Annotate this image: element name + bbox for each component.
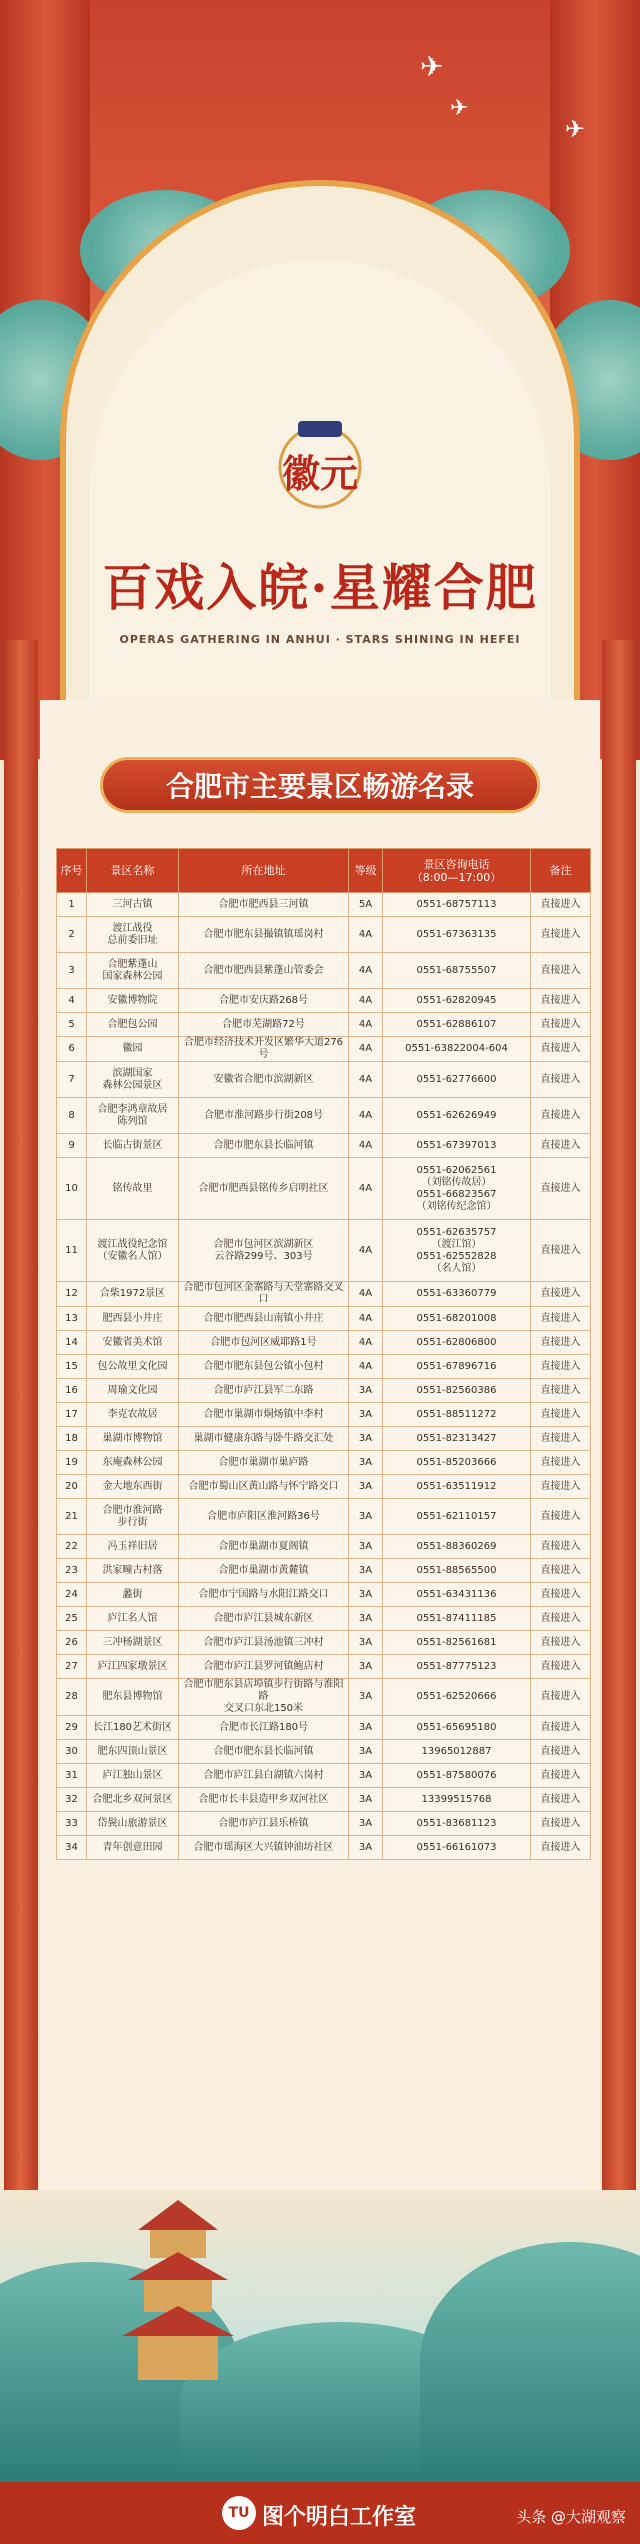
cell-tel: 0551-62626949 [383,1098,531,1134]
cell-note: 直接进入 [531,1427,591,1451]
cell-note: 直接进入 [531,1475,591,1499]
cell-no: 34 [57,1836,87,1860]
bird-icon: ✈ [420,50,444,83]
header-level: 等级 [349,849,383,893]
cell-level: 4A [349,1307,383,1331]
cell-level: 4A [349,1355,383,1379]
cell-name: 金大地东西街 [87,1475,179,1499]
cell-level: 3A [349,1403,383,1427]
cell-no: 33 [57,1812,87,1836]
cell-note: 直接进入 [531,1355,591,1379]
cell-name: 庐江独山景区 [87,1764,179,1788]
table-row [57,1631,591,1655]
section-banner: 合肥市主要景区畅游名录 [100,757,540,813]
cell-tel: 0551-87775123 [383,1655,531,1679]
cell-name: 合肥紫蓬山 国家森林公园 [87,953,179,989]
cell-tel: 0551-63360779 [383,1282,531,1307]
cell-no: 23 [57,1559,87,1583]
header-tel-line2: （8:00—17:00） [411,870,502,884]
cell-name: 合肥市淮河路 步行街 [87,1499,179,1535]
table-row [57,1836,591,1860]
cell-address: 合肥市巢湖市黄麓镇 [179,1559,349,1583]
cell-address: 合肥市肥东县撮镇镇瑶岗村 [179,917,349,953]
cell-name: 合肥李鸿章故居 陈列馆 [87,1098,179,1134]
cell-tel: 0551-88565500 [383,1559,531,1583]
table-row [57,1427,591,1451]
table-row [57,1379,591,1403]
cell-address: 合肥市宁国路与水阳江路交口 [179,1583,349,1607]
cell-name: 肥东县博物馆 [87,1679,179,1716]
cell-tel: 0551-62520666 [383,1679,531,1716]
table-row [57,1098,591,1134]
cell-address: 合肥市淮河路步行街208号 [179,1098,349,1134]
cell-level: 4A [349,1282,383,1307]
header-tel-line1: 景区咨询电话 [423,857,490,871]
cell-address: 合肥市长丰县造甲乡双河社区 [179,1788,349,1812]
cell-name: 合柴1972景区 [87,1282,179,1307]
bird-icon: ✈ [450,96,469,121]
cell-name: 周瑜文化园 [87,1379,179,1403]
cell-tel: 0551-82313427 [383,1427,531,1451]
table-row [57,1451,591,1475]
table-row [57,1475,591,1499]
cell-note: 直接进入 [531,1716,591,1740]
table-row [57,1812,591,1836]
cell-name: 长临古街景区 [87,1134,179,1158]
cell-address: 合肥市巢湖市烔炀镇中李村 [179,1403,349,1427]
cell-note: 直接进入 [531,1740,591,1764]
cell-no: 30 [57,1740,87,1764]
cell-address: 合肥市包河区金寨路与天堂寨路交叉口 [179,1282,349,1307]
table-row [57,1607,591,1631]
cell-address: 合肥市庐江县白湖镇六岗村 [179,1764,349,1788]
cell-name: 渡江战役 总前委旧址 [87,917,179,953]
cell-no: 32 [57,1788,87,1812]
cell-tel: 0551-66161073 [383,1836,531,1860]
cell-level: 4A [349,1134,383,1158]
cell-tel: 0551-63431136 [383,1583,531,1607]
cell-address: 合肥市肥西县紫蓬山管委会 [179,953,349,989]
cell-name: 东庵森林公园 [87,1451,179,1475]
table-row [57,1655,591,1679]
cell-name: 巢湖市博物馆 [87,1427,179,1451]
cell-address: 合肥市肥东县包公镇小包村 [179,1355,349,1379]
header-address: 所在地址 [179,849,349,893]
cell-address: 合肥市肥东县店埠镇步行街路与淮阳路 交叉口东北150米 [179,1679,349,1716]
cell-note: 直接进入 [531,1220,591,1282]
cell-tel: 0551-82561681 [383,1631,531,1655]
festival-logo [248,415,392,515]
cell-level: 3A [349,1679,383,1716]
cell-address: 合肥市庐江县城东新区 [179,1607,349,1631]
cell-no: 3 [57,953,87,989]
cell-name: 徽园 [87,1037,179,1062]
table-row [57,1331,591,1355]
cell-note: 直接进入 [531,1134,591,1158]
cell-address: 安徽省合肥市滨湖新区 [179,1062,349,1098]
studio-logo-icon: TU [222,2496,256,2530]
cell-address: 合肥市长江路180号 [179,1716,349,1740]
cell-level: 4A [349,1158,383,1220]
cell-name: 庐江名人馆 [87,1607,179,1631]
studio-name: 图个明白工作室 [262,2505,417,2530]
cell-name: 洪家疃古村落 [87,1559,179,1583]
cell-tel: 0551-62886107 [383,1013,531,1037]
cell-level: 4A [349,1062,383,1098]
cell-note: 直接进入 [531,1331,591,1355]
cell-note: 直接进入 [531,1679,591,1716]
cell-no: 27 [57,1655,87,1679]
cell-no: 21 [57,1499,87,1535]
cell-level: 4A [349,1331,383,1355]
cell-no: 9 [57,1134,87,1158]
cell-address: 合肥市巢湖市巢庐路 [179,1451,349,1475]
cell-tel: 0551-62635757 （渡江馆） 0551-62552828 （名人馆） [383,1220,531,1282]
cell-level: 4A [349,989,383,1013]
cell-note: 直接进入 [531,917,591,953]
cell-note: 直接进入 [531,1403,591,1427]
cell-level: 3A [349,1631,383,1655]
cell-no: 18 [57,1427,87,1451]
cell-name: 包公故里文化园 [87,1355,179,1379]
cell-level: 3A [349,1764,383,1788]
footer-bar [0,2482,640,2544]
cell-address: 巢湖市健康东路与卧牛路交汇处 [179,1427,349,1451]
table-row [57,1013,591,1037]
pagoda-icon [118,2200,238,2380]
cell-note: 直接进入 [531,1655,591,1679]
watermark: 头条 @大湖观察 [516,2508,626,2526]
cell-tel: 0551-67397013 [383,1134,531,1158]
header-name: 景区名称 [87,849,179,893]
table-row [57,1220,591,1282]
cell-no: 16 [57,1379,87,1403]
table-row [57,1307,591,1331]
cell-no: 6 [57,1037,87,1062]
cell-no: 24 [57,1583,87,1607]
table-row [57,1282,591,1307]
cell-level: 3A [349,1451,383,1475]
cell-address: 合肥市庐阳区淮河路36号 [179,1499,349,1535]
table-row [57,1037,591,1062]
table-row [57,1158,591,1220]
page-subtitle: OPERAS GATHERING IN ANHUI · STARS SHINING IN HEFEI [119,633,521,646]
cell-tel: 0551-67363135 [383,917,531,953]
table-row [57,1355,591,1379]
cell-level: 4A [349,1220,383,1282]
cell-no: 28 [57,1679,87,1716]
logo-text: 徽元 [281,451,359,496]
cell-name: 铭传故里 [87,1158,179,1220]
cell-note: 直接进入 [531,893,591,917]
table-row [57,1403,591,1427]
cell-no: 12 [57,1282,87,1307]
cell-tel: 0551-88511272 [383,1403,531,1427]
cell-level: 4A [349,1037,383,1062]
cell-note: 直接进入 [531,1379,591,1403]
page-title: 百戏入皖·星耀合肥 [102,558,538,617]
cell-name: 安徽博物院 [87,989,179,1013]
cell-tel: 13965012887 [383,1740,531,1764]
cell-no: 4 [57,989,87,1013]
cell-name: 肥东四顶山景区 [87,1740,179,1764]
cell-note: 直接进入 [531,1062,591,1098]
cell-level: 4A [349,1013,383,1037]
cell-note: 直接进入 [531,1037,591,1062]
cell-note: 直接进入 [531,989,591,1013]
cell-note: 直接进入 [531,1098,591,1134]
cell-address: 合肥市肥西县三河镇 [179,893,349,917]
cell-address: 合肥市经济技术开发区繁华大道276号 [179,1037,349,1062]
cell-no: 11 [57,1220,87,1282]
cell-name: 安徽省美术馆 [87,1331,179,1355]
cell-no: 19 [57,1451,87,1475]
cell-name: 长江180艺术街区 [87,1716,179,1740]
cell-note: 直接进入 [531,1836,591,1860]
table-row [57,1740,591,1764]
cell-name: 冯玉祥旧居 [87,1535,179,1559]
table-row [57,1788,591,1812]
right-pillar [602,640,636,2260]
cell-name: 合肥包公园 [87,1013,179,1037]
cell-note: 直接进入 [531,1499,591,1535]
cell-note: 直接进入 [531,1451,591,1475]
cell-address: 合肥市肥东县长临河镇 [179,1134,349,1158]
cell-note: 直接进入 [531,1158,591,1220]
cell-name: 岱鬓山旅游景区 [87,1812,179,1836]
cell-name: 渡江战役纪念馆 （安徽名人馆） [87,1220,179,1282]
cell-note: 直接进入 [531,1307,591,1331]
table-row [57,1716,591,1740]
table-row [57,1134,591,1158]
cell-level: 3A [349,1559,383,1583]
cell-address: 合肥市庐江县罗河镇鲍店村 [179,1655,349,1679]
cell-tel: 0551-88360269 [383,1535,531,1559]
cell-tel: 0551-62806800 [383,1331,531,1355]
cell-no: 1 [57,893,87,917]
cell-note: 直接进入 [531,1631,591,1655]
cell-name: 李克农故居 [87,1403,179,1427]
cell-note: 直接进入 [531,1583,591,1607]
cell-level: 3A [349,1427,383,1451]
cell-address: 合肥市庐江县军二东路 [179,1379,349,1403]
cell-level: 4A [349,953,383,989]
cell-note: 直接进入 [531,1559,591,1583]
cell-tel: 0551-68755507 [383,953,531,989]
header-tel [383,849,531,893]
table-row [57,1062,591,1098]
cell-address: 合肥市瑶海区大兴镇钟油坊社区 [179,1836,349,1860]
cell-address: 合肥市芜湖路72号 [179,1013,349,1037]
cell-tel: 0551-62110157 [383,1499,531,1535]
table-row [57,953,591,989]
cell-no: 7 [57,1062,87,1098]
cell-note: 直接进入 [531,1013,591,1037]
cell-name: 蠡街 [87,1583,179,1607]
cell-address: 合肥市庐江县汤池镇三冲村 [179,1631,349,1655]
cell-tel: 0551-85203666 [383,1451,531,1475]
table-row [57,1679,591,1716]
cell-no: 17 [57,1403,87,1427]
bird-icon: ✈ [565,115,586,143]
cell-no: 26 [57,1631,87,1655]
cell-address: 合肥市庐江县乐桥镇 [179,1812,349,1836]
table-row [57,893,591,917]
cell-tel: 0551-67896716 [383,1355,531,1379]
cell-name: 合肥北乡双河景区 [87,1788,179,1812]
cell-no: 5 [57,1013,87,1037]
cell-tel: 0551-83681123 [383,1812,531,1836]
cell-no: 8 [57,1098,87,1134]
cell-tel: 0551-62820945 [383,989,531,1013]
cell-level: 3A [349,1788,383,1812]
cell-level: 3A [349,1475,383,1499]
cell-level: 3A [349,1499,383,1535]
cell-level: 3A [349,1716,383,1740]
cell-tel: 0551-65695180 [383,1716,531,1740]
cell-note: 直接进入 [531,1607,591,1631]
scenic-spots-table [56,848,590,1860]
cell-level: 3A [349,1379,383,1403]
cell-address: 合肥市肥西县铭传乡启明社区 [179,1158,349,1220]
cell-address: 合肥市安庆路268号 [179,989,349,1013]
cell-no: 13 [57,1307,87,1331]
left-pillar [4,640,38,2260]
cell-level: 3A [349,1812,383,1836]
data-table [56,848,591,1860]
cell-name: 三冲杨湖景区 [87,1631,179,1655]
cell-no: 29 [57,1716,87,1740]
cell-note: 直接进入 [531,1788,591,1812]
header-no: 序号 [57,849,87,893]
cell-tel: 0551-63511912 [383,1475,531,1499]
cell-address: 合肥市巢湖市夏阁镇 [179,1535,349,1559]
table-body [57,893,591,1860]
cell-level: 3A [349,1836,383,1860]
cell-tel: 0551-82560386 [383,1379,531,1403]
cell-no: 22 [57,1535,87,1559]
cell-no: 31 [57,1764,87,1788]
cell-address: 合肥市肥东县长临河镇 [179,1740,349,1764]
cell-address: 合肥市蜀山区黄山路与怀宁路交口 [179,1475,349,1499]
cell-tel: 0551-62776600 [383,1062,531,1098]
cell-tel: 0551-87580076 [383,1764,531,1788]
cell-address: 合肥市包河区滨湖新区 云谷路299号、303号 [179,1220,349,1282]
cell-tel: 0551-68201008 [383,1307,531,1331]
cell-tel: 0551-87411185 [383,1607,531,1631]
cell-name: 三河古镇 [87,893,179,917]
cell-address: 合肥市包河区威耶路1号 [179,1331,349,1355]
table-row [57,1583,591,1607]
cell-no: 2 [57,917,87,953]
cell-tel: 0551-63822004-604 [383,1037,531,1062]
table-row [57,1764,591,1788]
cell-no: 25 [57,1607,87,1631]
cell-level: 4A [349,1098,383,1134]
table-row [57,917,591,953]
cell-name: 庐江四家墩景区 [87,1655,179,1679]
cell-no: 14 [57,1331,87,1355]
header-note: 备注 [531,849,591,893]
cell-level: 3A [349,1583,383,1607]
cell-tel: 0551-68757113 [383,893,531,917]
cell-address: 合肥市肥西县山南镇小井庄 [179,1307,349,1331]
cell-note: 直接进入 [531,1535,591,1559]
table-row [57,989,591,1013]
cell-no: 15 [57,1355,87,1379]
cell-level: 3A [349,1740,383,1764]
cell-level: 4A [349,917,383,953]
cell-level: 3A [349,1535,383,1559]
cell-level: 3A [349,1655,383,1679]
cell-level: 5A [349,893,383,917]
table-row [57,1559,591,1583]
table-header-row [57,849,591,893]
cell-note: 直接进入 [531,1812,591,1836]
cell-name: 滨湖国家 森林公园景区 [87,1062,179,1098]
cell-tel: 0551-62062561 （刘铭传故居） 0551-66823567 （刘铭传纪念馆） [383,1158,531,1220]
cell-name: 肥西县小井庄 [87,1307,179,1331]
cell-no: 20 [57,1475,87,1499]
cell-tel: 13399515768 [383,1788,531,1812]
table-row [57,1535,591,1559]
cell-level: 3A [349,1607,383,1631]
cell-note: 直接进入 [531,1282,591,1307]
cell-name: 青年创意田园 [87,1836,179,1860]
cell-note: 直接进入 [531,1764,591,1788]
table-row [57,1499,591,1535]
cell-no: 10 [57,1158,87,1220]
cell-note: 直接进入 [531,953,591,989]
